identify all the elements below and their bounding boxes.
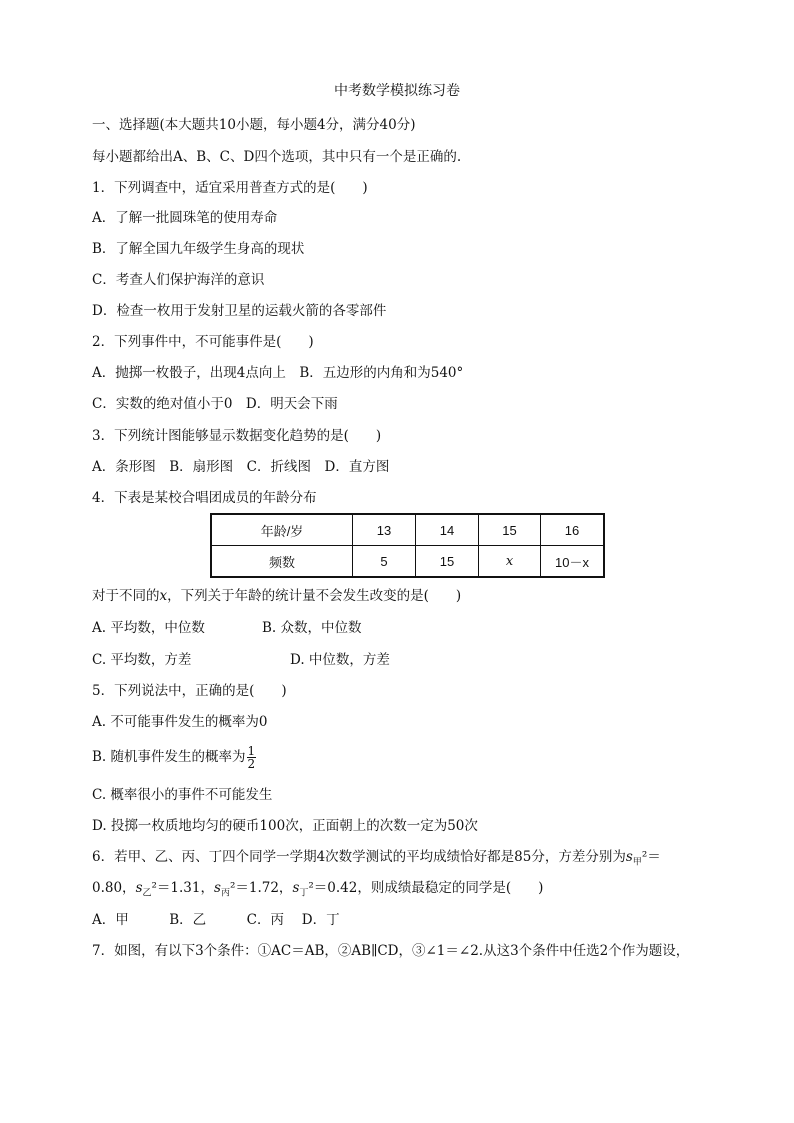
q5-option-d: D. 投掷一枚质地均匀的硬币100次，正面朝上的次数一定为50次	[92, 818, 478, 834]
table-cell: 频数	[211, 546, 353, 578]
table-cell: 15	[416, 546, 479, 578]
table-header-cell: 15	[479, 514, 541, 546]
q1-option-c: C．考查人们保护海洋的意识	[92, 272, 265, 288]
q5-option-b	[92, 742, 256, 772]
variance-ding: ²＝0.42，则成绩最稳定的同学是( )	[308, 880, 544, 896]
subscript-jia: 甲	[632, 857, 642, 868]
q5-option-a: A. 不可能事件发生的概率为0	[92, 714, 268, 730]
table-row	[211, 514, 604, 546]
q1-option-b: B．了解全国九年级学生身高的现状	[92, 241, 305, 257]
age-frequency-table	[210, 513, 605, 578]
q5-option-c: C. 概率很小的事件不可能发生	[92, 787, 273, 803]
q1-option-d: D．检查一枚用于发射卫星的运载火箭的各零部件	[92, 303, 387, 319]
variance-symbol: s	[292, 880, 300, 896]
q5-option-b-text: B. 随机事件发生的概率为	[92, 749, 246, 765]
table-row	[211, 546, 604, 578]
table-cell: x	[479, 546, 541, 578]
fraction-one-half	[247, 745, 257, 770]
table-header-cell: 年龄/岁	[211, 514, 353, 546]
q5-stem: 5．下列说法中，正确的是( )	[92, 683, 287, 699]
table-header-cell: 13	[353, 514, 416, 546]
q2-options-ab: A．抛掷一枚骰子，出现4点向上 B．五边形的内角和为540°	[92, 365, 464, 381]
q1-stem: 1．下列调查中，适宜采用普查方式的是( )	[92, 180, 368, 196]
q6-options: A．甲 B．乙 C．丙 D．丁	[92, 912, 340, 928]
q6-stem: 6．若甲、乙、丙、丁四个同学一学期4次数学测试的平均成绩恰好都是85分，方差分别为	[92, 849, 626, 865]
page-title: 中考数学模拟练习卷	[334, 83, 460, 99]
variance-symbol: s	[135, 880, 143, 896]
variance-bing: ²＝1.72，	[229, 880, 293, 896]
q2-options-cd: C．实数的绝对值小于0 D．明天会下雨	[92, 396, 338, 412]
section-instruction: 每小题都给出A、B、C、D四个选项，其中只有一个是正确的.	[92, 149, 462, 165]
q4-option-d: D. 中位数，方差	[290, 652, 390, 668]
q4-follow-up	[92, 587, 461, 605]
q4-option-c: C. 平均数，方差	[92, 652, 192, 668]
q3-stem: 3．下列统计图能够显示数据变化趋势的是( )	[92, 428, 382, 444]
table-cell: 10－x	[541, 546, 605, 578]
q1-option-a: A．了解一批圆珠笔的使用寿命	[92, 210, 278, 226]
fraction-numerator: 1	[247, 744, 256, 758]
fraction-denominator: 2	[247, 757, 256, 771]
table-header-cell: 14	[416, 514, 479, 546]
section-heading: 一、选择题(本大题共10小题，每小题4分，满分40分)	[92, 117, 416, 133]
subscript-bing: 丙	[220, 888, 230, 899]
q6-line-2	[92, 879, 543, 903]
q3-options: A．条形图 B．扇形图 C．折线图 D．直方图	[92, 459, 390, 475]
subscript-yi: 乙	[142, 888, 152, 899]
q7-stem: 7．如图，有以下3个条件：①AC＝AB，②AB∥CD，③∠1＝∠2.从这3个条件中任选2个作为题设，	[92, 943, 690, 959]
q4-stem: 4．下表是某校合唱团成员的年龄分布	[92, 490, 317, 506]
variance-symbol: s	[625, 849, 633, 865]
table-header-cell: 16	[541, 514, 605, 546]
q6-line-1	[92, 848, 661, 872]
variance-yi: ²＝1.31，	[151, 880, 214, 896]
table-cell: 5	[353, 546, 416, 578]
q2-stem: 2．下列事件中，不可能事件是( )	[92, 334, 314, 350]
subscript-ding: 丁	[299, 888, 309, 899]
variable-x: x	[159, 588, 168, 604]
q4-follow-pre: 对于不同的	[92, 588, 160, 604]
q4-option-b: B. 众数，中位数	[262, 620, 362, 636]
q4-option-a: A. 平均数，中位数	[92, 620, 205, 636]
variance-jia: 0.80，	[92, 880, 136, 896]
variance-sq-eq: ²＝	[641, 849, 661, 865]
q4-follow-post: ，下列关于年龄的统计量不会发生改变的是( )	[167, 588, 462, 604]
variance-symbol: s	[214, 880, 221, 896]
